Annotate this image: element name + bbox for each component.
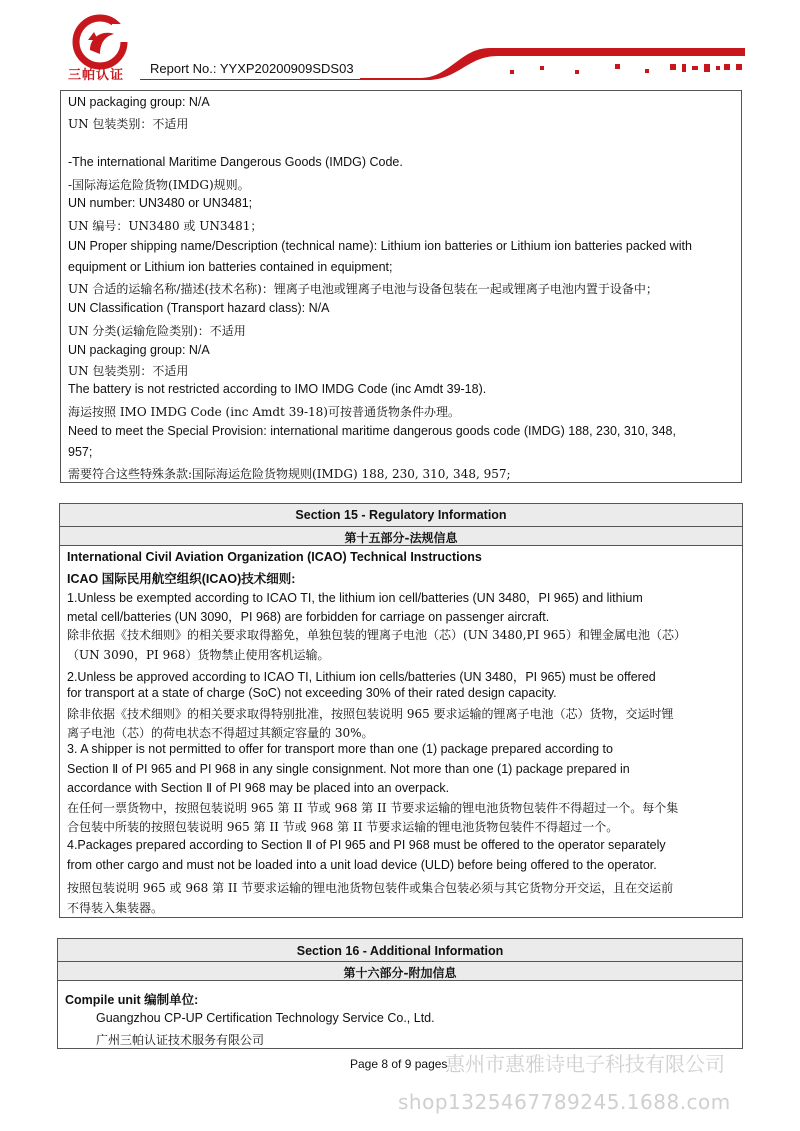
section15-title-en: Section 15 - Regulatory Information [295,508,507,522]
text-line: The battery is not restricted according to IMO IMDG Code (inc Amdt 39-18). [68,382,487,396]
company-name-cn: 广州三帕认证技术服务有限公司 [96,1033,265,1047]
icao-heading-en: International Civil Aviation Organization (ICAO) Technical Instructions [67,550,482,564]
text-line: Section Ⅱ of PI 965 and PI 968 in any single consignment. Not more than one (1) package prepared in [67,762,630,776]
icao-heading-cn: ICAO 国际民用航空组织(ICAO)技术细则: [67,572,296,586]
text-line: for transport at a state of charge (SoC) not exceeding 30% of their rated design capacity. [67,686,557,700]
text-line: （UN 3090，PI 968）货物禁止使用客机运输。 [67,648,330,662]
section16-title-en: Section 16 - Additional Information [296,944,504,958]
text-line: UN number: UN3480 or UN3481; [68,196,253,210]
text-line: Need to meet the Special Provision: international maritime dangerous goods code (IMDG) 188, 230, 310, 348, [68,424,676,438]
text-line: UN 包装类别：不适用 [68,117,189,131]
text-line: 需要符合这些特殊条款:国际海运危险货物规则(IMDG) 188, 230, 310, 348, 957; [68,467,511,481]
text-line: -国际海运危险货物(IMDG)规则。 [68,178,250,192]
section16-title-cn: 第十六部分-附加信息 [343,966,457,980]
text-line: 1.Unless be exempted according to ICAO TI, the lithium ion cell/batteries (UN 3480，PI 965) and lithium [67,591,643,605]
watermark-shop-url: shop1325467789245.1688.com [398,1090,731,1114]
company-name-en: Guangzhou CP-UP Certification Technology Service Co., Ltd. [96,1011,435,1025]
text-line: UN Proper shipping name/Description (technical name): Lithium ion batteries or Lithium ion batteries packed with [68,239,692,253]
text-line: 2.Unless be approved according to ICAO TI, Lithium ion cells/batteries (UN 3480，PI 965) must be offered [67,670,656,684]
text-line: UN packaging group: N/A [68,95,210,109]
text-line: UN 分类(运输危险类别)：不适用 [68,324,246,338]
text-line: 离子电池（芯）的荷电状态不得超过其额定容量的 30%。 [67,726,374,740]
divider [60,526,742,527]
text-line: metal cell/batteries (UN 3090，PI 968) are forbidden for carriage on passenger aircraft. [67,610,550,624]
text-line: 除非依据《技术细则》的相关要求取得豁免，单独包装的锂离子电池（芯）(UN 3480,PI 965）和锂金属电池（芯） [67,628,686,642]
section15-title-cn: 第十五部分-法规信息 [344,531,458,545]
text-line: UN 包装类别：不适用 [68,364,189,378]
section16-body [57,981,743,1049]
text-line: -The international Maritime Dangerous Goods (IMDG) Code. [68,155,403,169]
text-line: 不得装入集装器。 [67,901,164,915]
text-line: 除非依据《技术细则》的相关要求取得特别批准，按照包装说明 965 要求运输的锂离子电池（芯）货物，交运时锂 [67,707,674,721]
compile-unit-label: Compile unit 编制单位: [65,993,199,1007]
logo-text: 三帕认证 [68,67,125,82]
text-line: 4.Packages prepared according to Section Ⅱ of PI 965 and PI 968 must be offered to the operator separately [67,838,666,852]
header-decoration-icon [360,44,745,80]
text-line: 海运按照 IMO IMDG Code (inc Amdt 39-18)可按普通货物条件办理。 [68,405,460,419]
text-line: from other cargo and must not be loaded into a unit load device (ULD) before being offered to the operator. [67,858,657,872]
section16-header [57,938,743,981]
text-line: UN 编号：UN3480 或 UN3481； [68,219,263,233]
text-line: UN Classification (Transport hazard class): N/A [68,301,330,315]
watermark-company: 惠州市惠雅诗电子科技有限公司 [445,1052,725,1076]
text-line: equipment or Lithium ion batteries contained in equipment; [68,260,393,274]
text-line: accordance with Section Ⅱ of PI 968 may be placed into an overpack. [67,781,450,795]
text-line: 在任何一票货物中，按照包装说明 965 第 II 节或 968 第 II 节要求运输的锂电池货物包装件不得超过一个。每个集 [67,801,679,815]
section14-transport-box [60,90,742,483]
text-line: 957; [68,445,93,459]
header-rule [140,79,360,80]
text-line: 合包装中所装的按照包装说明 965 第 II 节或 968 第 II 节要求运输的锂电池货物包装件不得超过一个。 [67,820,619,834]
page-number: Page 8 of 9 pages [350,1057,448,1071]
text-line: 按照包装说明 965 或 968 第 II 节要求运输的锂电池货物包装件或集合包装必须与其它货物分开交运，且在交运前 [67,881,674,895]
text-line: UN 合适的运输名称/描述(技术名称)：锂离子电池或锂离子电池与设备包装在一起或锂离子电池内置于设备中； [68,282,658,296]
divider [58,961,742,962]
section15-header [59,503,743,546]
text-line: UN packaging group: N/A [68,343,210,357]
report-number: Report No.: YYXP20200909SDS03 [150,61,354,76]
text-line: 3. A shipper is not permitted to offer for transport more than one (1) package prepared according to [67,742,613,756]
section15-body [59,546,743,918]
